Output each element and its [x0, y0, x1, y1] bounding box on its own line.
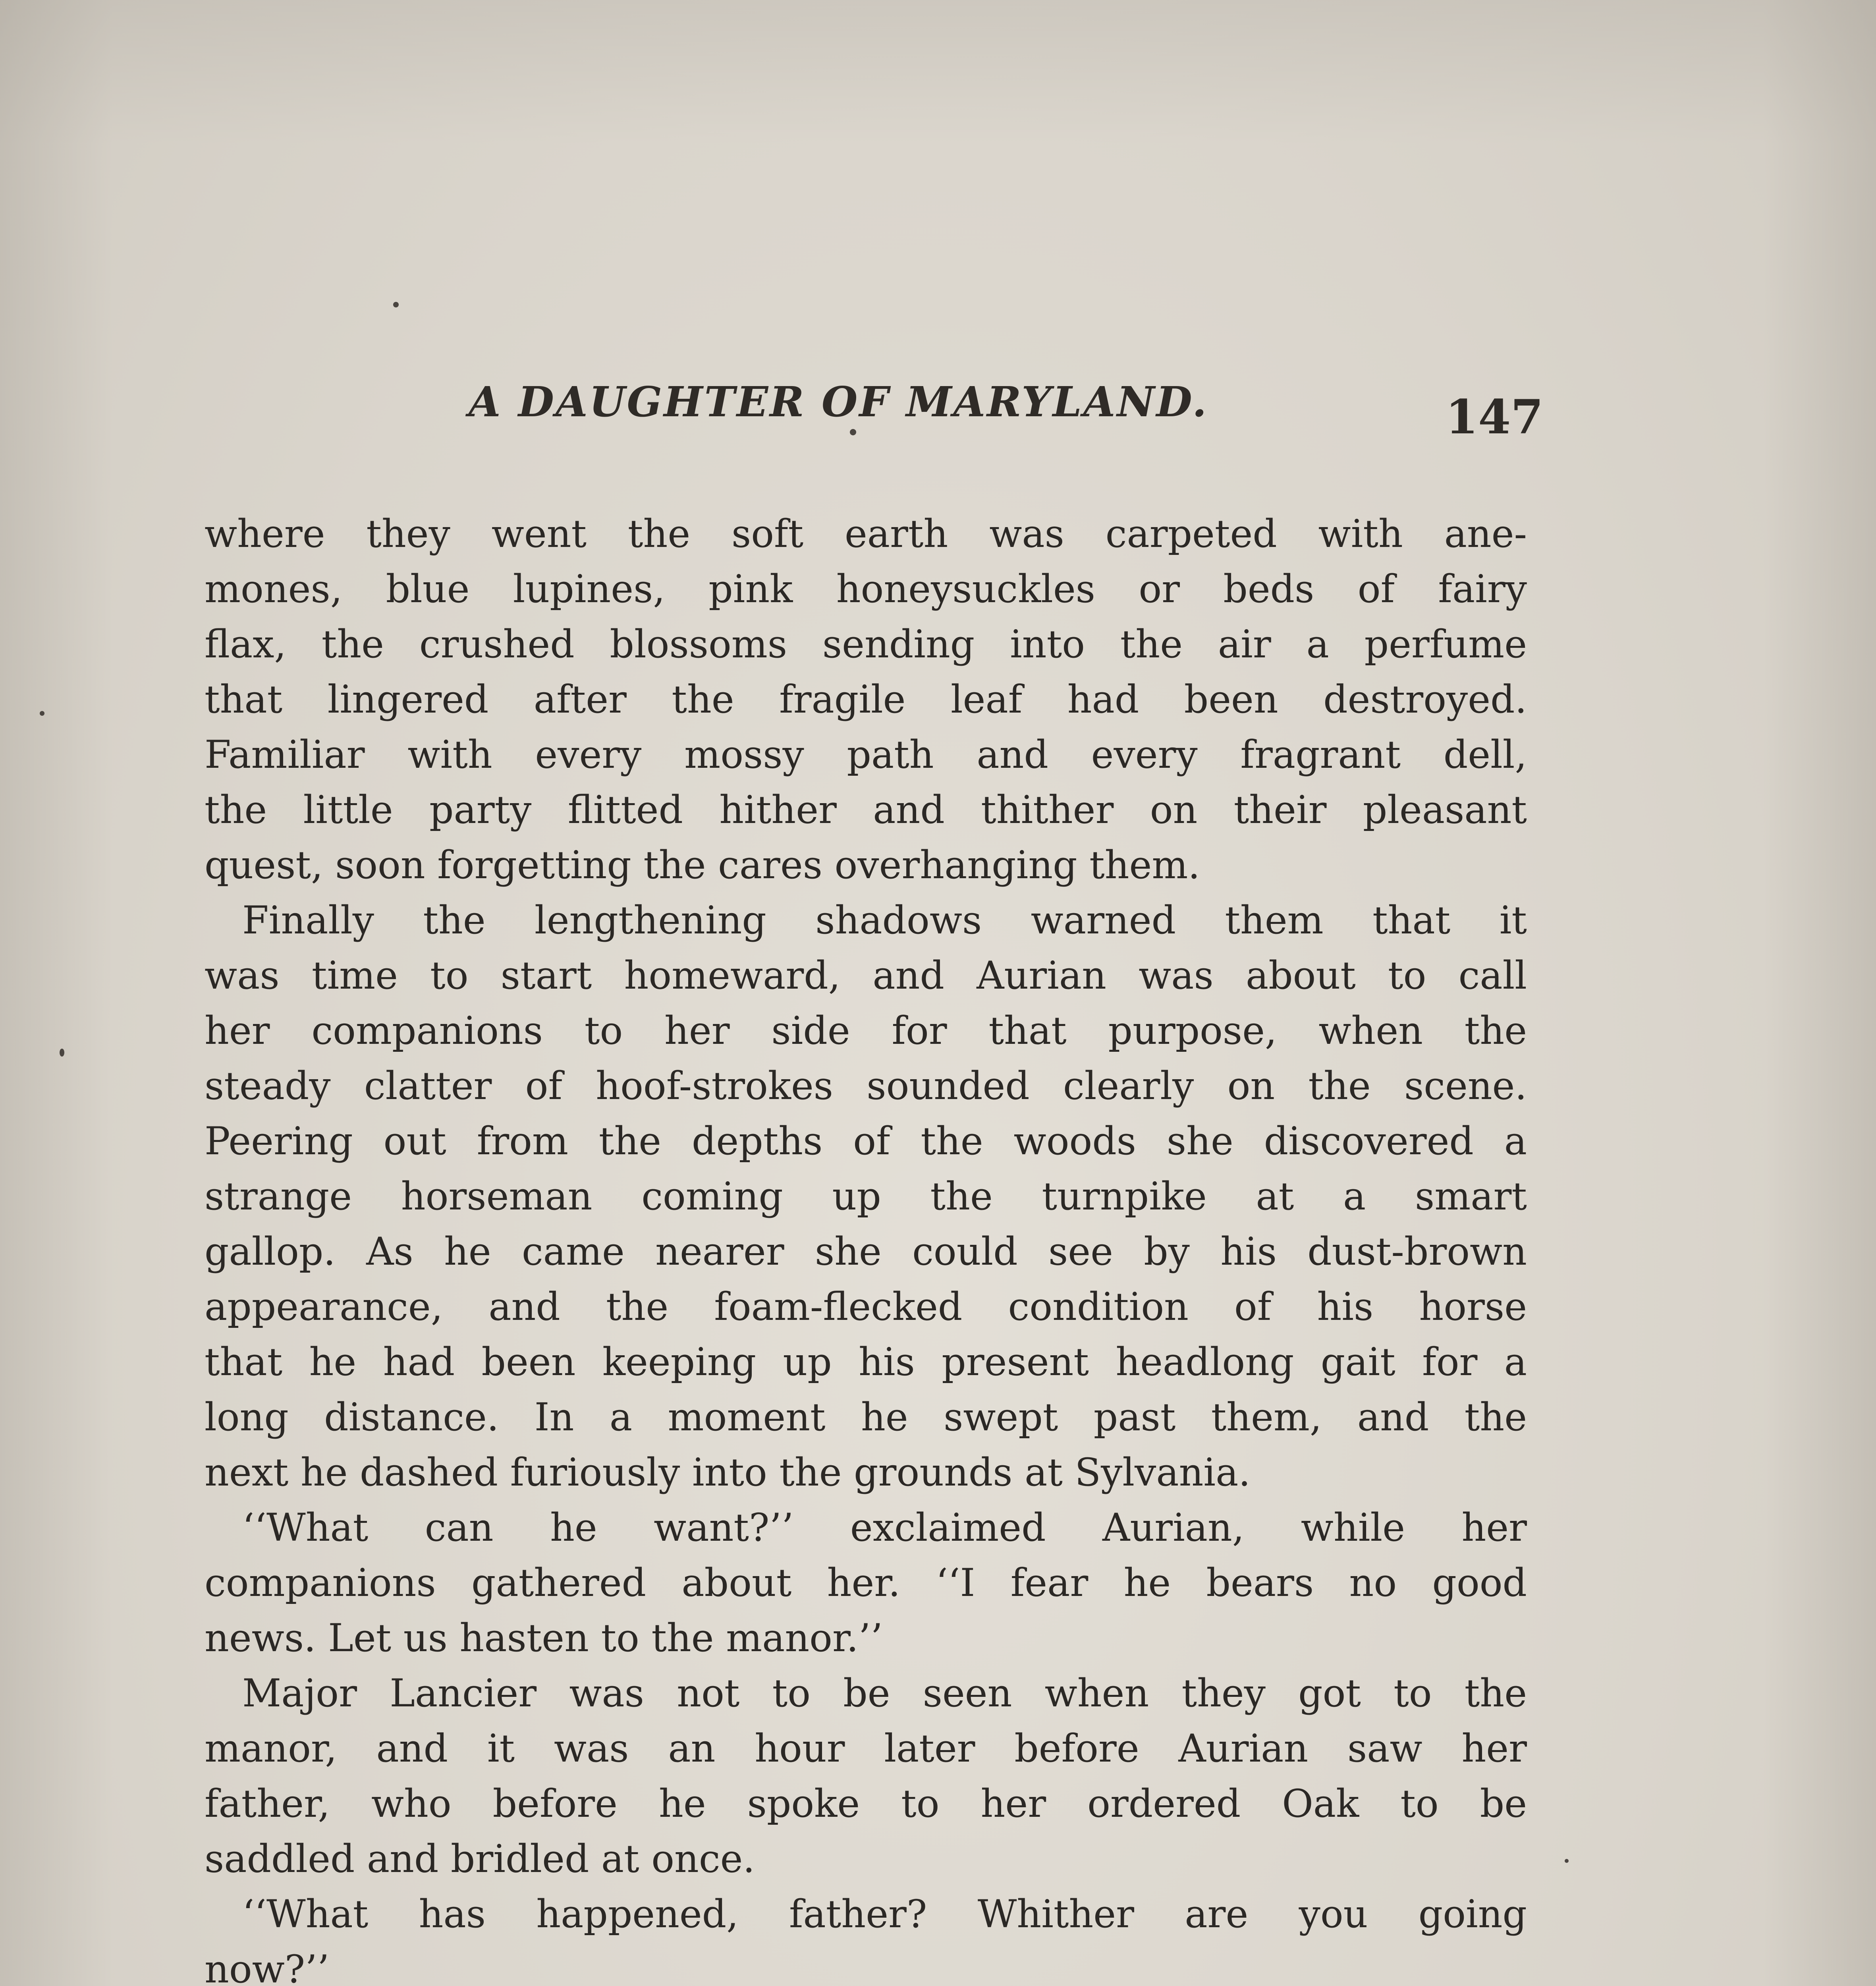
paragraph — [205, 1500, 1527, 1666]
text-line: father, who before he spoke to her ordered Oak to be — [205, 1781, 1527, 1826]
paper-speck — [60, 1049, 64, 1057]
text-line: companions gathered about her. ‘‘I fear he bears no good — [205, 1561, 1527, 1605]
paper-speck — [850, 429, 856, 435]
text-line: saddled and bridled at once. — [205, 1837, 755, 1881]
text-line: flax, the crushed blossoms sending into the air a perfume — [205, 622, 1527, 667]
paper-speck — [1565, 1859, 1569, 1863]
paragraph — [205, 893, 1527, 1500]
text-line: gallop. As he came nearer she could see by his dust-brown — [205, 1229, 1527, 1274]
text-line: was time to start homeward, and Aurian was about to call — [205, 953, 1527, 998]
text-line: quest, soon forgetting the cares overhanging them. — [205, 843, 1200, 887]
text-line: ‘‘What can he want?’’ exclaimed Aurian, while her — [242, 1505, 1527, 1550]
text-line: news. Let us hasten to the manor.’’ — [205, 1616, 883, 1660]
text-line: steady clatter of hoof-strokes sounded clearly on the scene. — [205, 1064, 1527, 1108]
text-line: next he dashed furiously into the grounds at Sylvania. — [205, 1450, 1251, 1495]
text-line: appearance, and the foam-flecked condition of his horse — [205, 1285, 1527, 1329]
paragraph — [205, 1666, 1527, 1887]
running-title: A DAUGHTER OF MARYLAND. — [469, 377, 1208, 426]
body-text — [205, 506, 1527, 1986]
text-line: the little party flitted hither and thither on their pleasant — [205, 788, 1527, 832]
paper-speck — [393, 302, 399, 307]
text-line: ‘‘What has happened, father? Whither are you going — [242, 1892, 1527, 1936]
text-line: long distance. In a moment he swept past them, and the — [205, 1395, 1527, 1439]
text-line: that lingered after the fragile leaf had been destroyed. — [205, 677, 1527, 722]
text-line: her companions to her side for that purpose, when the — [205, 1008, 1527, 1053]
paragraph — [205, 506, 1527, 893]
text-line: Familiar with every mossy path and every fragrant dell, — [205, 732, 1527, 777]
text-line: that he had been keeping up his present headlong gait for a — [205, 1340, 1527, 1384]
text-line: where they went the soft earth was carpeted with ane- — [205, 512, 1527, 556]
paragraph — [205, 1887, 1527, 1986]
text-line: mones, blue lupines, pink honeysuckles or beds of fairy — [205, 567, 1527, 611]
text-line: Peering out from the depths of the woods she discovered a — [205, 1119, 1527, 1163]
page-number: 147 — [1446, 389, 1544, 444]
text-line: strange horseman coming up the turnpike at a smart — [205, 1174, 1527, 1219]
paper-speck — [40, 711, 44, 716]
text-line: Major Lancier was not to be seen when they got to the — [242, 1671, 1527, 1716]
text-line: now?’’ — [205, 1947, 330, 1986]
text-line: Finally the lengthening shadows warned them that it — [242, 898, 1527, 943]
text-line: manor, and it was an hour later before Aurian saw her — [205, 1726, 1527, 1771]
